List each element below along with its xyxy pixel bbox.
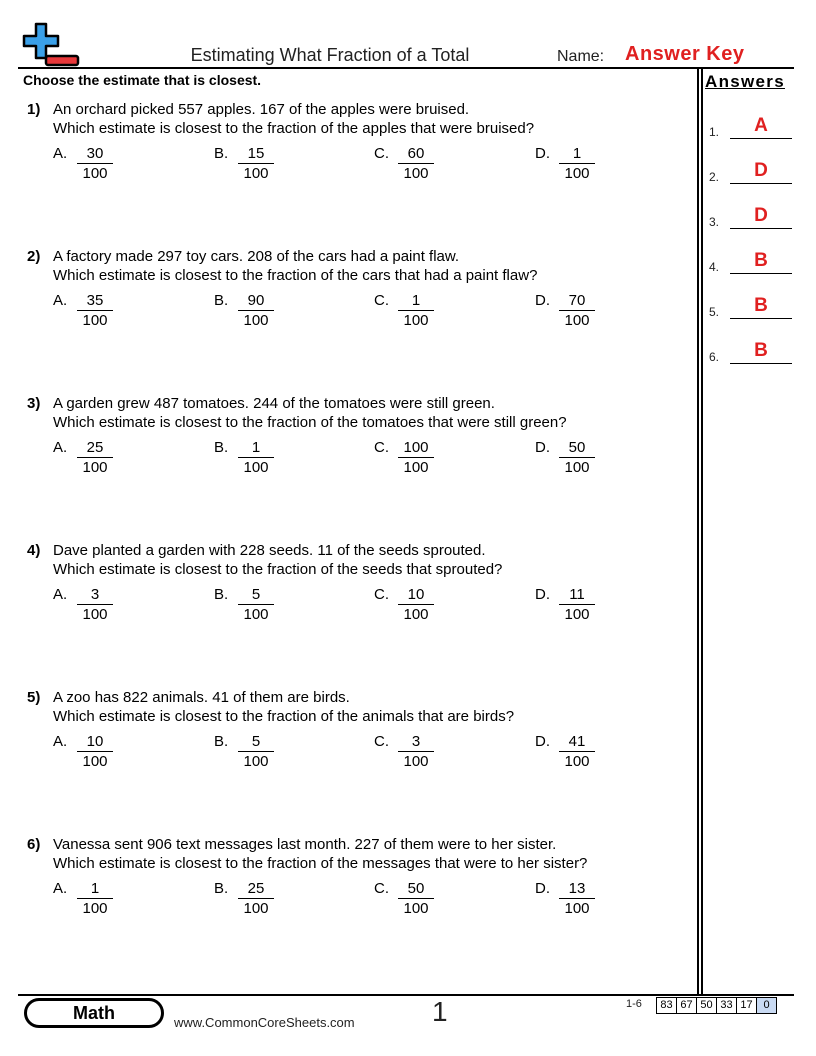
fraction-denominator: 100 bbox=[403, 753, 429, 770]
question-text: An orchard picked 557 apples. 167 of the apples were bruised. bbox=[53, 101, 470, 118]
fraction-denominator: 100 bbox=[243, 165, 269, 182]
answer-choice[interactable] bbox=[53, 145, 153, 185]
fraction-numerator: 41 bbox=[559, 733, 595, 752]
fraction bbox=[77, 145, 113, 184]
choice-letter: D. bbox=[535, 733, 550, 750]
answer-choice[interactable] bbox=[374, 145, 474, 185]
fraction-denominator: 100 bbox=[403, 900, 429, 917]
answer-row bbox=[709, 340, 793, 364]
fraction-denominator: 100 bbox=[82, 459, 108, 476]
answer-choice[interactable] bbox=[53, 733, 153, 773]
answer-letter: D bbox=[754, 160, 768, 181]
answer-choice[interactable] bbox=[53, 586, 153, 626]
answer-choice[interactable] bbox=[535, 880, 635, 920]
fraction-numerator: 15 bbox=[238, 145, 274, 164]
choice-letter: D. bbox=[535, 292, 550, 309]
answer-row bbox=[709, 250, 793, 274]
answer-letter: B bbox=[754, 295, 768, 316]
choice-letter: D. bbox=[535, 145, 550, 162]
fraction-numerator: 13 bbox=[559, 880, 595, 899]
fraction bbox=[238, 145, 274, 184]
answer-row bbox=[709, 115, 793, 139]
question-item bbox=[0, 689, 700, 819]
fraction bbox=[559, 292, 595, 331]
fraction-denominator: 100 bbox=[564, 165, 590, 182]
fraction-denominator: 100 bbox=[403, 459, 429, 476]
fraction-numerator: 11 bbox=[559, 586, 595, 605]
choice-letter: B. bbox=[214, 145, 229, 162]
fraction-denominator: 100 bbox=[564, 312, 590, 329]
score-cell: 50 bbox=[696, 998, 716, 1013]
choice-letter: C. bbox=[374, 880, 389, 897]
question-prompt: Which estimate is closest to the fraction of the cars that had a paint flaw? bbox=[53, 267, 538, 284]
score-cell: 0 bbox=[756, 998, 776, 1013]
choice-letter: D. bbox=[535, 439, 550, 456]
answer-choice[interactable] bbox=[374, 880, 474, 920]
answer-choice[interactable] bbox=[214, 880, 314, 920]
fraction-denominator: 100 bbox=[82, 312, 108, 329]
choice-letter: A. bbox=[53, 586, 68, 603]
fraction bbox=[559, 733, 595, 772]
question-text: Dave planted a garden with 228 seeds. 11 of the seeds sprouted. bbox=[53, 542, 486, 559]
answer-letter: A bbox=[754, 115, 768, 136]
column-divider-right bbox=[701, 67, 703, 995]
answer-choice[interactable] bbox=[53, 880, 153, 920]
choice-letter: B. bbox=[214, 292, 229, 309]
fraction-denominator: 100 bbox=[243, 312, 269, 329]
answer-blank-line bbox=[730, 138, 792, 139]
answer-number: 2. bbox=[709, 170, 720, 184]
fraction-numerator: 3 bbox=[398, 733, 434, 752]
fraction-numerator: 3 bbox=[77, 586, 113, 605]
answer-choice[interactable] bbox=[53, 439, 153, 479]
fraction bbox=[559, 439, 595, 478]
fraction bbox=[398, 733, 434, 772]
fraction bbox=[398, 586, 434, 625]
choice-letter: D. bbox=[535, 880, 550, 897]
fraction-numerator: 25 bbox=[238, 880, 274, 899]
choice-letter: A. bbox=[53, 145, 68, 162]
answer-blank-line bbox=[730, 183, 792, 184]
score-range: 1-6 bbox=[626, 998, 642, 1010]
fraction-numerator: 5 bbox=[238, 586, 274, 605]
answer-blank-line bbox=[730, 273, 792, 274]
fraction-denominator: 100 bbox=[564, 753, 590, 770]
instruction: Choose the estimate that is closest. bbox=[23, 72, 262, 88]
fraction-numerator: 1 bbox=[77, 880, 113, 899]
answer-blank-line bbox=[730, 363, 792, 364]
answer-choice[interactable] bbox=[214, 733, 314, 773]
fraction bbox=[398, 292, 434, 331]
plus-minus-logo-icon bbox=[22, 22, 80, 68]
fraction-numerator: 1 bbox=[559, 145, 595, 164]
fraction-numerator: 10 bbox=[77, 733, 113, 752]
question-text: A zoo has 822 animals. 41 of them are birds. bbox=[53, 689, 350, 706]
fraction-numerator: 70 bbox=[559, 292, 595, 311]
fraction-denominator: 100 bbox=[403, 165, 429, 182]
fraction bbox=[559, 586, 595, 625]
answer-choice[interactable] bbox=[214, 292, 314, 332]
fraction-denominator: 100 bbox=[243, 606, 269, 623]
answer-number: 1. bbox=[709, 125, 720, 139]
fraction bbox=[398, 439, 434, 478]
question-number: 2) bbox=[27, 248, 41, 265]
choice-letter: C. bbox=[374, 586, 389, 603]
choice-letter: C. bbox=[374, 733, 389, 750]
fraction-numerator: 35 bbox=[77, 292, 113, 311]
question-item bbox=[0, 395, 700, 525]
score-cell: 17 bbox=[736, 998, 756, 1013]
answer-choice[interactable] bbox=[374, 292, 474, 332]
fraction bbox=[238, 733, 274, 772]
fraction-denominator: 100 bbox=[403, 312, 429, 329]
fraction-denominator: 100 bbox=[243, 900, 269, 917]
fraction-denominator: 100 bbox=[564, 606, 590, 623]
fraction-denominator: 100 bbox=[243, 459, 269, 476]
question-prompt: Which estimate is closest to the fraction of the tomatoes that were still green? bbox=[53, 414, 567, 431]
fraction bbox=[238, 292, 274, 331]
answer-row bbox=[709, 205, 793, 229]
question-text: Vanessa sent 906 text messages last month. 227 of them were to her sister. bbox=[53, 836, 557, 853]
fraction-denominator: 100 bbox=[243, 753, 269, 770]
answer-choice[interactable] bbox=[53, 292, 153, 332]
fraction-denominator: 100 bbox=[403, 606, 429, 623]
site-url: www.CommonCoreSheets.com bbox=[174, 1015, 355, 1030]
answer-choice[interactable] bbox=[374, 439, 474, 479]
question-prompt: Which estimate is closest to the fraction of the animals that are birds? bbox=[53, 708, 515, 725]
question-item bbox=[0, 836, 700, 966]
fraction-numerator: 1 bbox=[238, 439, 274, 458]
answer-row bbox=[709, 295, 793, 319]
choice-letter: C. bbox=[374, 145, 389, 162]
question-number: 6) bbox=[27, 836, 41, 853]
question-prompt: Which estimate is closest to the fraction of the messages that were to her sister? bbox=[53, 855, 588, 872]
fraction-numerator: 30 bbox=[77, 145, 113, 164]
answer-blank-line bbox=[730, 318, 792, 319]
choice-letter: C. bbox=[374, 439, 389, 456]
question-text: A factory made 297 toy cars. 208 of the cars had a paint flaw. bbox=[53, 248, 460, 265]
fraction-numerator: 100 bbox=[398, 439, 434, 458]
answer-number: 6. bbox=[709, 350, 720, 364]
answer-choice[interactable] bbox=[535, 439, 635, 479]
fraction-denominator: 100 bbox=[564, 900, 590, 917]
answer-number: 5. bbox=[709, 305, 720, 319]
score-cell: 67 bbox=[676, 998, 696, 1013]
fraction bbox=[559, 145, 595, 184]
choice-letter: D. bbox=[535, 586, 550, 603]
fraction bbox=[559, 880, 595, 919]
answer-key-label: Answer Key bbox=[625, 43, 745, 65]
answer-choice[interactable] bbox=[214, 439, 314, 479]
answer-choice[interactable] bbox=[535, 733, 635, 773]
choice-letter: B. bbox=[214, 439, 229, 456]
choice-letter: A. bbox=[53, 292, 68, 309]
fraction bbox=[77, 586, 113, 625]
fraction bbox=[77, 439, 113, 478]
fraction bbox=[77, 292, 113, 331]
question-number: 5) bbox=[27, 689, 41, 706]
fraction-numerator: 50 bbox=[559, 439, 595, 458]
fraction bbox=[238, 586, 274, 625]
score-table bbox=[656, 997, 777, 1014]
score-cell: 33 bbox=[716, 998, 736, 1013]
question-prompt: Which estimate is closest to the fraction of the apples that were bruised? bbox=[53, 120, 535, 137]
answer-choice[interactable] bbox=[535, 145, 635, 185]
choice-letter: B. bbox=[214, 880, 229, 897]
answer-choice[interactable] bbox=[214, 586, 314, 626]
name-label: Name: bbox=[557, 48, 605, 65]
fraction bbox=[398, 145, 434, 184]
choice-letter: A. bbox=[53, 733, 68, 750]
answer-number: 3. bbox=[709, 215, 720, 229]
answer-blank-line bbox=[730, 228, 792, 229]
answer-letter: B bbox=[754, 340, 768, 361]
question-number: 3) bbox=[27, 395, 41, 412]
question-prompt: Which estimate is closest to the fraction of the seeds that sprouted? bbox=[53, 561, 503, 578]
choice-letter: B. bbox=[214, 733, 229, 750]
choice-letter: A. bbox=[53, 880, 68, 897]
question-number: 4) bbox=[27, 542, 41, 559]
answer-letter: B bbox=[754, 250, 768, 271]
choice-letter: A. bbox=[53, 439, 68, 456]
fraction-numerator: 5 bbox=[238, 733, 274, 752]
fraction-numerator: 10 bbox=[398, 586, 434, 605]
fraction-denominator: 100 bbox=[564, 459, 590, 476]
question-item bbox=[0, 101, 700, 231]
choice-letter: C. bbox=[374, 292, 389, 309]
question-item bbox=[0, 248, 700, 378]
answer-choice[interactable] bbox=[374, 733, 474, 773]
answer-choice[interactable] bbox=[374, 586, 474, 626]
question-item bbox=[0, 542, 700, 672]
answers-title: Answers bbox=[705, 72, 785, 91]
answer-number: 4. bbox=[709, 260, 720, 274]
answer-choice[interactable] bbox=[535, 586, 635, 626]
fraction-denominator: 100 bbox=[82, 606, 108, 623]
subject-badge: Math bbox=[24, 998, 164, 1028]
fraction-numerator: 90 bbox=[238, 292, 274, 311]
fraction-numerator: 1 bbox=[398, 292, 434, 311]
fraction bbox=[77, 733, 113, 772]
answer-letter: D bbox=[754, 205, 768, 226]
fraction-denominator: 100 bbox=[82, 165, 108, 182]
answer-row bbox=[709, 160, 793, 184]
choice-letter: B. bbox=[214, 586, 229, 603]
fraction bbox=[398, 880, 434, 919]
score-cell: 83 bbox=[660, 999, 673, 1011]
worksheet-title: Estimating What Fraction of a Total bbox=[190, 45, 470, 65]
answer-choice[interactable] bbox=[535, 292, 635, 332]
fraction-denominator: 100 bbox=[82, 900, 108, 917]
fraction-numerator: 25 bbox=[77, 439, 113, 458]
fraction-denominator: 100 bbox=[82, 753, 108, 770]
fraction bbox=[238, 439, 274, 478]
fraction bbox=[238, 880, 274, 919]
fraction-numerator: 50 bbox=[398, 880, 434, 899]
question-number: 1) bbox=[27, 101, 41, 118]
footer-rule bbox=[18, 994, 794, 996]
fraction bbox=[77, 880, 113, 919]
fraction-numerator: 60 bbox=[398, 145, 434, 164]
page-number: 1 bbox=[432, 996, 448, 1027]
question-text: A garden grew 487 tomatoes. 244 of the tomatoes were still green. bbox=[53, 395, 495, 412]
header-rule bbox=[18, 67, 794, 69]
answer-choice[interactable] bbox=[214, 145, 314, 185]
